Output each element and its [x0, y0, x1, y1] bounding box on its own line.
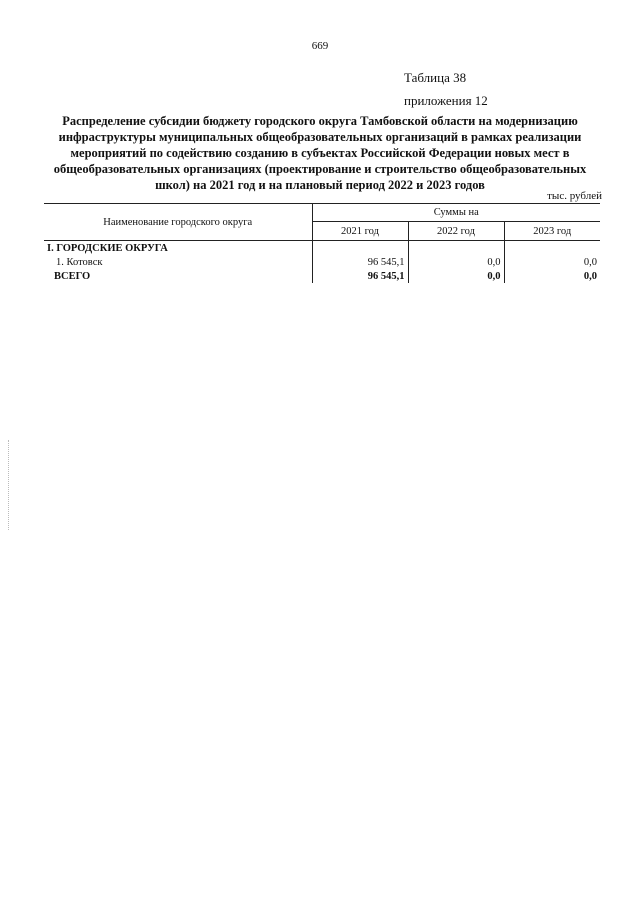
section-label: I. ГОРОДСКИЕ ОКРУГА: [47, 242, 168, 254]
column-header-sums: Суммы на: [312, 204, 600, 222]
annex-reference: приложения 12: [404, 93, 488, 108]
total-label: ВСЕГО: [54, 270, 91, 282]
column-header-district: Наименование городского округа: [44, 204, 312, 241]
total-2021: 96 545,1: [312, 269, 408, 283]
district-name: 1. Котовск: [56, 256, 103, 268]
page-number: 669: [311, 40, 329, 52]
column-header-2023: 2023 год: [504, 222, 600, 241]
column-header-2021: 2021 год: [312, 222, 408, 241]
section-row: [44, 241, 600, 256]
value-2023: 0,0: [504, 255, 600, 269]
units-label: тыс. рублей: [547, 190, 602, 202]
table-row: [44, 255, 600, 269]
section-cell-2021: [312, 241, 408, 256]
document-title: Распределение субсидии бюджету городского округа Тамбовской области на модернизацию инфраструктуры муниципальных общеобразовательных организаций в рамках реализации мероприятий по содействию созданию в субъектах Российской Федерации новых мест в общеобразовательных организациях (проектирование и строительство общеобразовательных школ) на 2021 год и на плановый период 2022 и 2023 годов: [53, 114, 587, 192]
total-2022: 0,0: [408, 269, 504, 283]
value-2021: 96 545,1: [312, 255, 408, 269]
total-row: [44, 269, 600, 283]
total-2023: 0,0: [504, 269, 600, 283]
section-cell-2022: [408, 241, 504, 256]
value-2022: 0,0: [408, 255, 504, 269]
subsidy-table: [44, 203, 600, 283]
scan-margin-mark: [8, 440, 10, 530]
column-header-2022: 2022 год: [408, 222, 504, 241]
section-cell-2023: [504, 241, 600, 256]
table-number: Таблица 38: [404, 70, 467, 85]
